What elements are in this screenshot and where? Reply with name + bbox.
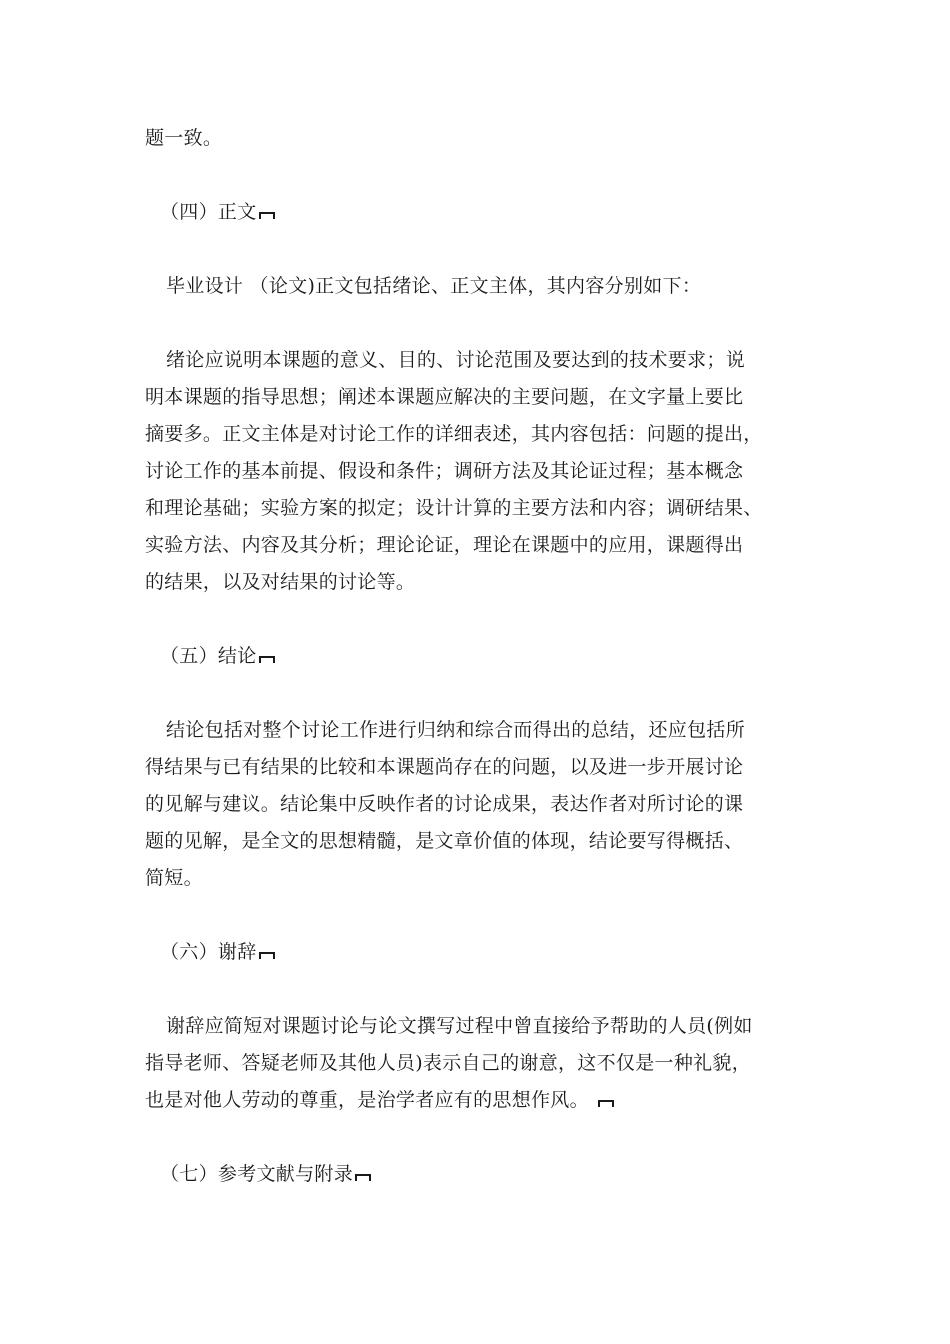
- paragraph-line: 的结果，以及对结果的讨论等。: [145, 571, 416, 593]
- paragraph-mark-icon: [597, 1098, 615, 1108]
- paragraph-mark-icon: [258, 210, 276, 220]
- paragraph-line: 题一致。: [145, 127, 223, 149]
- paragraph-line: 和理论基础；实验方案的拟定；设计计算的主要方法和内容；调研结果、: [145, 497, 763, 519]
- section-heading-6: [160, 940, 276, 964]
- paragraph-mark-icon: [258, 654, 276, 664]
- paragraph-line: [145, 1088, 615, 1112]
- paragraph-line: 的见解与建议。结论集中反映作者的讨论成果，表达作者对所讨论的课: [145, 793, 744, 815]
- section-heading-7: [160, 1162, 372, 1186]
- paragraph-mark-icon: [258, 950, 276, 960]
- paragraph-line: 绪论应说明本课题的意义、目的、讨论范围及要达到的技术要求；说: [166, 349, 746, 371]
- paragraph-line: 明本课题的指导思想；阐述本课题应解决的主要问题，在文字量上要比: [145, 386, 744, 408]
- section-heading-4: [160, 200, 276, 224]
- paragraph-line: 指导老师、答疑老师及其他人员)表示自己的谢意，这不仅是一种礼貌，: [145, 1052, 752, 1074]
- heading-text: （五）结论: [160, 645, 257, 667]
- paragraph-line: 得结果与已有结果的比较和本课题尚存在的问题，以及进一步开展讨论: [145, 756, 744, 778]
- heading-text: （四）正文: [160, 201, 257, 223]
- line-text: 也是对他人劳动的尊重，是治学者应有的思想作风。: [145, 1089, 589, 1111]
- paragraph-line: 题的见解，是全文的思想精髓，是文章价值的体现，结论要写得概括、: [145, 830, 744, 852]
- paragraph-line: 讨论工作的基本前提、假设和条件；调研方法及其论证过程；基本概念: [145, 460, 744, 482]
- paragraph-line: 摘要多。正文主体是对讨论工作的详细表述，其内容包括：问题的提出，: [145, 423, 763, 445]
- paragraph-line: 谢辞应简短对课题讨论与论文撰写过程中曾直接给予帮助的人员(例如: [166, 1015, 753, 1037]
- paragraph-mark-icon: [354, 1172, 372, 1182]
- section-heading-5: [160, 644, 276, 668]
- heading-text: （六）谢辞: [160, 941, 257, 963]
- paragraph-line: 毕业设计 （论文)正文包括绪论、正文主体，其内容分别如下：: [166, 275, 702, 297]
- paragraph-line: 实验方法、内容及其分析；理论论证，理论在课题中的应用，课题得出: [145, 534, 744, 556]
- heading-text: （七）参考文献与附录: [160, 1163, 354, 1185]
- paragraph-line: 简短。: [145, 867, 203, 889]
- paragraph-line: 结论包括对整个讨论工作进行归纳和综合而得出的总结，还应包括所: [166, 719, 746, 741]
